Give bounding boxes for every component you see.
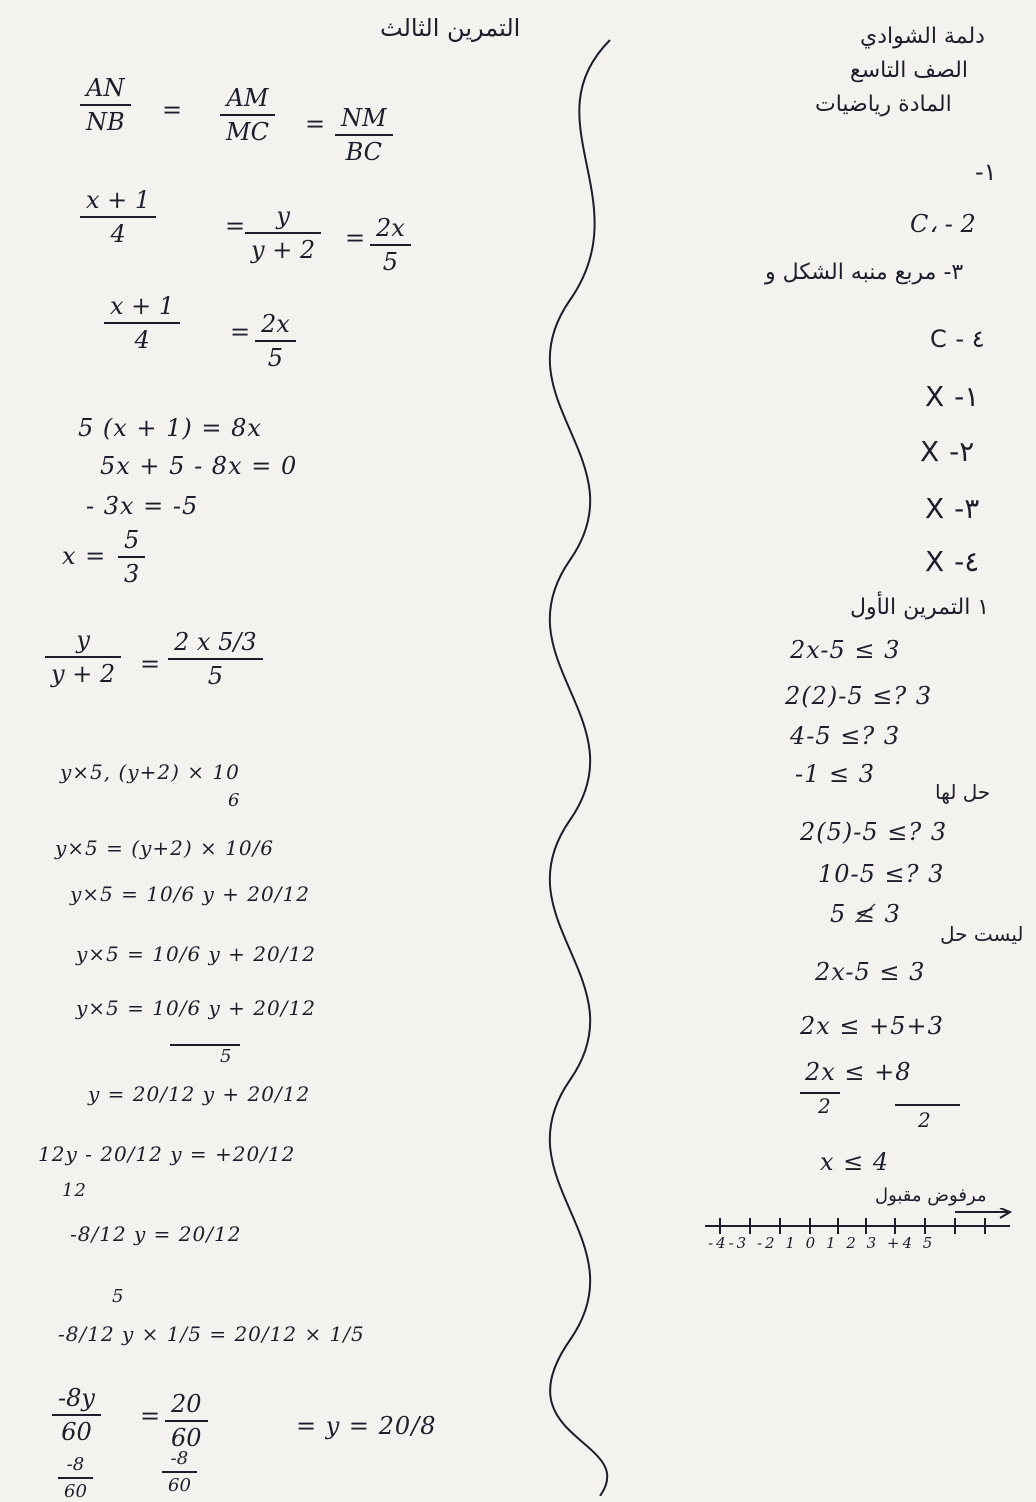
tf-answer-2: ٢- X bbox=[920, 435, 975, 468]
numline-labels: -4-3 -2 1 0 1 2 3 +4 5 bbox=[708, 1234, 936, 1252]
ratio2-c: 2x 5 bbox=[370, 214, 411, 276]
ex1-check1-line2: 2(2)-5 ≤? 3 bbox=[785, 682, 933, 710]
class-label: الصف التاسع bbox=[850, 58, 968, 83]
ex1-check1-note: حل لها bbox=[935, 780, 991, 804]
ratio1-c: NM BC bbox=[335, 104, 393, 166]
ratio2-eq1: = bbox=[225, 212, 247, 240]
ratio1-b: AM MC bbox=[220, 84, 275, 146]
y-eq-equals: = bbox=[140, 650, 162, 678]
ratio3-eq: = bbox=[230, 318, 252, 346]
solve-x-line3: - 3x = -5 bbox=[86, 492, 199, 520]
y-line4: y×5 = 10/6 y + 20/12 bbox=[76, 942, 316, 966]
ex1-solve-line1: 2x-5 ≤ 3 bbox=[815, 958, 926, 986]
y-line2: y×5 = (y+2) × 10/6 bbox=[55, 836, 275, 860]
ex1-solve-den-right: 2 bbox=[918, 1108, 932, 1132]
ratio2-eq2: = bbox=[345, 224, 367, 252]
mcq-answer-3: ٣- مربع منبه الشكل و bbox=[765, 260, 964, 285]
ex1-solve-den-left: 2 bbox=[818, 1094, 832, 1118]
ex1-check2-note: ليست حل bbox=[940, 922, 1024, 946]
y-line1: y×5, (y+2) × 10 bbox=[60, 760, 240, 784]
student-name: دلمة الشوادي bbox=[860, 24, 985, 49]
ex1-check2-line3: 5 ≰ 3 bbox=[830, 900, 901, 928]
y-line10-extra: = y = 20/8 bbox=[296, 1412, 437, 1440]
y-line7: 12y - 20/12 y = +20/12 bbox=[38, 1142, 296, 1166]
numline-note: مرفوض مقبول bbox=[875, 1185, 987, 1206]
y-line8-den: 5 bbox=[112, 1286, 125, 1307]
y-line10-a: -8y 60 bbox=[52, 1384, 101, 1446]
y-eq-b: 2 x 5/3 5 bbox=[168, 628, 263, 690]
mcq-answer-1: ١- bbox=[975, 158, 997, 186]
mcq-answer-4: ٤ - C bbox=[930, 325, 985, 353]
y-line10-eq: = bbox=[140, 1402, 162, 1430]
y-line9: -8/12 y × 1/5 = 20/12 × 1/5 bbox=[58, 1322, 365, 1346]
ratio2-a: x + 1 4 bbox=[80, 186, 156, 248]
ex1-check1-line3: 4-5 ≤? 3 bbox=[790, 722, 901, 750]
y-line6: y = 20/12 y + 20/12 bbox=[88, 1082, 311, 1106]
ex1-result: x ≤ 4 bbox=[820, 1148, 890, 1176]
solve-x-line2: 5x + 5 - 8x = 0 bbox=[100, 452, 298, 480]
y-line5: y×5 = 10/6 y + 20/12 bbox=[76, 996, 316, 1020]
ex1-check1-line1: 2x-5 ≤ 3 bbox=[790, 636, 901, 664]
mcq-answer-2: C، - 2 bbox=[910, 210, 976, 238]
ex1-solve-bar-right bbox=[895, 1104, 960, 1106]
ratio1-a: AN NB bbox=[80, 74, 131, 136]
ex1-check2-line2: 10-5 ≤? 3 bbox=[818, 860, 945, 888]
ratio3-a: x + 1 4 bbox=[104, 292, 180, 354]
y-line11-b: -8 60 bbox=[162, 1448, 197, 1496]
tf-answer-3: ٣- X bbox=[925, 492, 980, 525]
x-result-frac: 5 3 bbox=[118, 526, 145, 588]
solve-x-line1: 5 (x + 1) = 8x bbox=[78, 414, 262, 442]
y-eq-a: y y + 2 bbox=[45, 626, 121, 688]
tf-answer-1: ١- X bbox=[925, 380, 980, 413]
ratio1-eq1: = bbox=[162, 96, 184, 124]
y-line7-den: 12 bbox=[62, 1180, 87, 1201]
exercise-three-title: التمرين الثالث bbox=[380, 14, 521, 42]
subject-label: المادة رياضيات bbox=[815, 92, 952, 117]
exercise-one-title: ١ التمرين الأول bbox=[850, 595, 990, 620]
ex1-solve-line3: 2x ≤ +8 bbox=[805, 1058, 912, 1086]
ratio2-b: y y + 2 bbox=[245, 202, 321, 264]
ex1-check2-line1: 2(5)-5 ≤? 3 bbox=[800, 818, 948, 846]
y-line10-b: 20 60 bbox=[165, 1390, 208, 1452]
ratio1-eq2: = bbox=[305, 110, 327, 138]
y-line8: -8/12 y = 20/12 bbox=[70, 1222, 242, 1246]
y-line11-a: -8 60 bbox=[58, 1454, 93, 1502]
y-line5-den: 5 bbox=[220, 1046, 233, 1067]
ex1-check1-line4: -1 ≤ 3 bbox=[795, 760, 876, 788]
ex1-solve-line2: 2x ≤ +5+3 bbox=[800, 1012, 944, 1040]
x-result-lhs: x = bbox=[62, 542, 107, 570]
tf-answer-4: ٤- X bbox=[925, 545, 980, 578]
ratio3-b: 2x 5 bbox=[255, 310, 296, 372]
y-line1-den: 6 bbox=[228, 790, 241, 811]
y-line3: y×5 = 10/6 y + 20/12 bbox=[70, 882, 310, 906]
